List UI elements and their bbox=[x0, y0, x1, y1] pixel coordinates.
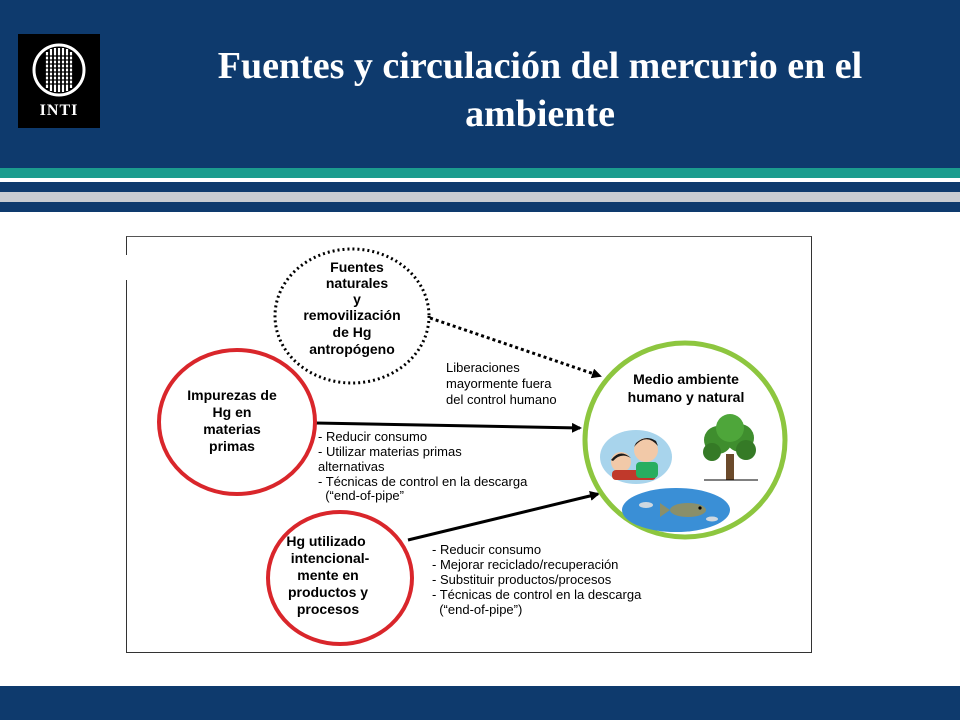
natural-sources-node bbox=[275, 249, 429, 383]
liberaciones-line-1: Liberaciones bbox=[446, 360, 520, 375]
actions-list-2 bbox=[432, 542, 642, 617]
intencional-line-2: intencional- bbox=[290, 550, 370, 566]
impurezas-line-1: Impurezas de bbox=[187, 387, 277, 403]
intencional-line-4: productos y bbox=[287, 584, 369, 600]
impurezas-line-2: Hg en bbox=[212, 404, 252, 420]
actions1-line-2: - Utilizar materias primas bbox=[318, 444, 462, 459]
natural-line-4: removilización bbox=[303, 307, 401, 323]
intencional-line-3: mente en bbox=[297, 567, 359, 583]
logo-text: INTI bbox=[39, 102, 79, 119]
actions1-line-4: - Técnicas de control en la descarga bbox=[318, 474, 528, 489]
arrow-impurezas-to-medio bbox=[315, 423, 580, 428]
natural-line-6: antropógeno bbox=[309, 341, 395, 357]
natural-line-3: y bbox=[353, 291, 361, 307]
actions2-line-5: (“end-of-pipe”) bbox=[432, 602, 523, 617]
liberaciones-label bbox=[446, 360, 557, 407]
medio-line-1: Medio ambiente bbox=[633, 371, 739, 387]
intencional-line-1: Hg utilizado bbox=[286, 533, 366, 549]
actions2-line-3: - Substituir productos/procesos bbox=[432, 572, 612, 587]
actions-list-1 bbox=[318, 429, 528, 503]
intencional-line-5: procesos bbox=[296, 601, 360, 617]
liberaciones-line-2: mayormente fuera bbox=[446, 376, 552, 391]
arrow-intencional-to-medio bbox=[408, 494, 598, 540]
medio-ambiente-node bbox=[585, 343, 785, 537]
actions2-line-1: - Reducir consumo bbox=[432, 542, 542, 557]
medio-line-2: humano y natural bbox=[627, 389, 745, 405]
footer-bar bbox=[0, 686, 960, 720]
impurezas-line-4: primas bbox=[209, 438, 255, 454]
title-line-1: Fuentes y circulación del mercurio en el bbox=[217, 45, 863, 87]
people-illustration bbox=[600, 430, 672, 484]
pond-fish-illustration bbox=[622, 488, 730, 532]
actions1-line-3: alternativas bbox=[318, 459, 385, 474]
title-line-2: ambiente bbox=[465, 93, 615, 135]
natural-line-1: Fuentes bbox=[330, 259, 384, 275]
liberaciones-line-3: del control humano bbox=[446, 392, 557, 407]
actions2-line-4: - Técnicas de control en la descarga bbox=[432, 587, 642, 602]
natural-line-2: naturales bbox=[325, 275, 389, 291]
actions1-line-1: - Reducir consumo bbox=[318, 429, 428, 444]
actions2-line-2: - Mejorar reciclado/recuperación bbox=[432, 557, 619, 572]
natural-line-5: de Hg bbox=[332, 324, 372, 340]
actions1-line-5: (“end-of-pipe” bbox=[318, 488, 404, 503]
intencional-node bbox=[268, 512, 412, 644]
impurezas-line-3: materias bbox=[203, 421, 261, 437]
impurezas-node bbox=[159, 350, 315, 494]
